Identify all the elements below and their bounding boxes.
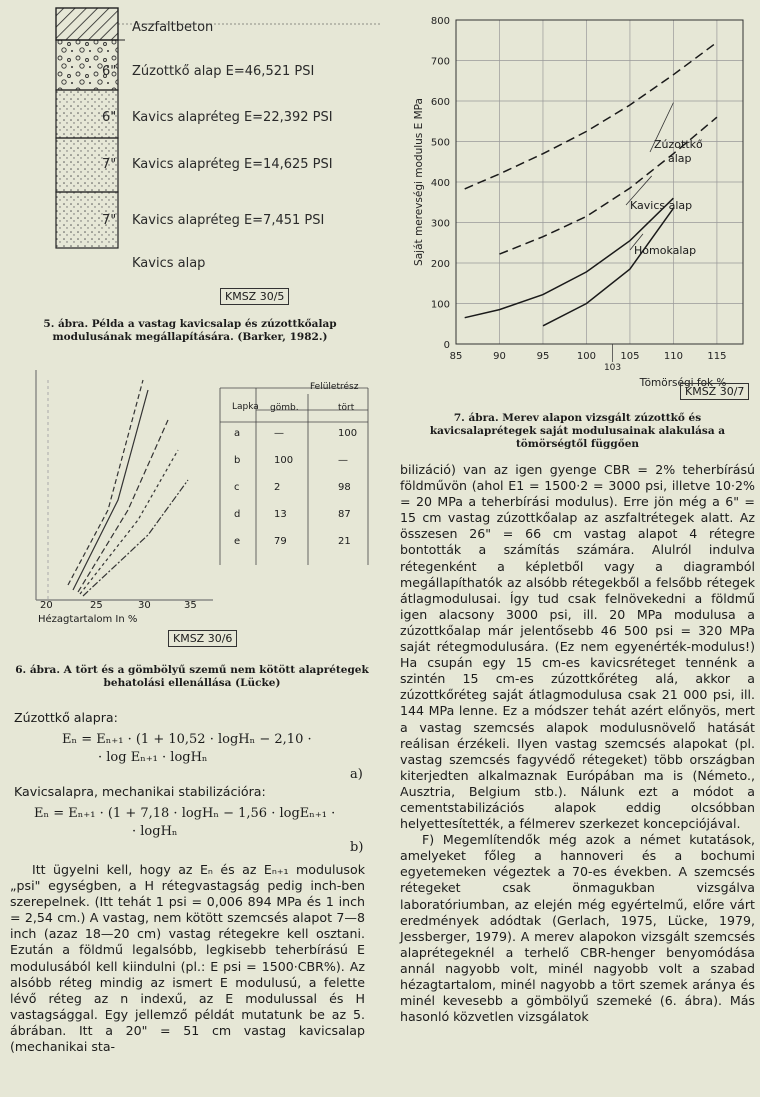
x-tick-label: 90 bbox=[493, 351, 506, 362]
layer-label-gravel-2: Kavics alapréteg E=14,625 PSI bbox=[132, 157, 333, 172]
figure-7 bbox=[398, 6, 758, 406]
layer-label-gravel-3: Kavics alapréteg E=7,451 PSI bbox=[132, 213, 325, 228]
right-paragraph-1: bilizáció) van az igen gyenge CBR = 2% teherbírású földművön (ahol E1 = 1500·2 = 3000 psi, illetve 10·2% = 20 MPa a teherbírási modulus). Erre jön még a 6" = 15 cm vastag zúzottkőalap az aszfaltrétegek alatt. Az összesen 26" = 66 cm vastag alapot 4 rétegre bontották a számítás számára. Alulról indulva rétegenként a képletből vagy a diagramból megállapíthatók az alsóbb rétegekből a felsőbb rétegek átlagmodulusai. Így tud csak felnövekedni a földmű igen alacsony 3000 psi, ill. 20 MPa modulusa a zúzottkőalap már jelentősebb 46 500 psi = 320 MPa saját rétegmodulusára. (Ez nem egyenérték-modulus!) Ha csupán egy 15 cm-es kavicsréteget tennénk a szintén 15 cm-es zúzottkőréteg alá, akkor a zúzottkőréteg saját átlagmodulusa csak 21 000 psi, ill. 144 MPa lenne. Ez a módszer tehát azért előnyös, mert a vastag szemcsés alapok modulusnövelő hatását reálisan érzékeli. Ilyen vastag szemcsés alapokat (pl. vastag szemcsés fagyvédő rétegeket) több országban kiterjedten alkalmaznak Európában ma is (Németo., Ausztria, Belgium stb.). Nálunk ezt a módot a cementstabilizációs alapok eddig olcsóbban helyettesítették, a félmerev szerkezet koncepciójával. bbox=[400, 462, 755, 832]
series-label-2: alap bbox=[668, 152, 692, 165]
fig6-table-cell: 79 bbox=[274, 536, 287, 547]
fig6-table-header-surface: Felületrész bbox=[310, 382, 359, 392]
layer-thickness-crushed: 6" bbox=[102, 64, 117, 79]
fig6-table-header-round: gömb. bbox=[270, 403, 299, 413]
y-tick-label: 100 bbox=[430, 299, 450, 311]
fig6-table-cell: — bbox=[338, 455, 348, 466]
fig6-table-cell: 13 bbox=[274, 509, 287, 520]
x-tick-label: 105 bbox=[620, 351, 640, 362]
x-tick-label: 100 bbox=[576, 351, 597, 362]
x-extra-tick-label: 103 bbox=[603, 363, 622, 373]
y-tick-label: 500 bbox=[430, 137, 450, 149]
fig6-table-cell: — bbox=[274, 428, 284, 439]
y-tick-label: 600 bbox=[430, 97, 450, 108]
figure-6 bbox=[8, 360, 376, 660]
series-label: Kavics alap bbox=[630, 199, 693, 212]
fig6-table-cell: b bbox=[234, 455, 241, 466]
fig7-caption: 7. ábra. Merev alapon vizsgált zúzottkő és kavicsalaprétegek saját modulusainak alakulása a tömörségtől függően bbox=[429, 412, 726, 450]
y-axis-label: Saját merevségi modulus E MPa bbox=[413, 98, 425, 266]
layer-thickness-gravel-1: 6" bbox=[102, 110, 117, 125]
fig7-stamp: KMSZ 30/7 bbox=[680, 383, 749, 400]
fig6-table-header-broken: tört bbox=[338, 403, 355, 413]
y-tick-label: 800 bbox=[430, 16, 450, 27]
formula-intro-b: Kavicsalapra, mechanikai stabilizációra: bbox=[14, 784, 266, 799]
y-tick-label: 700 bbox=[430, 56, 450, 68]
layer-thickness-gravel-3: 7" bbox=[102, 213, 117, 228]
fig6-stamp: KMSZ 30/6 bbox=[168, 630, 237, 647]
y-tick-label: 300 bbox=[430, 218, 450, 230]
layer-asphalt-rect bbox=[56, 8, 118, 40]
series-label: Zúzottkő bbox=[654, 138, 703, 151]
fig6-table-cell: a bbox=[234, 428, 241, 439]
series-line-2 bbox=[465, 198, 674, 318]
formula-b-tag: b) bbox=[350, 840, 364, 855]
fig6-table-cell: 98 bbox=[338, 482, 351, 493]
series-line-0 bbox=[465, 42, 717, 189]
left-column-paragraph bbox=[10, 862, 365, 1055]
right-column bbox=[400, 462, 755, 1025]
fig6-x-label: Hézagtartalom In % bbox=[38, 614, 138, 625]
fig6-table-cell: 21 bbox=[338, 536, 351, 547]
x-tick-label: 110 bbox=[663, 351, 683, 362]
formula-b-line1: Eₙ = Eₙ₊₁ · (1 + 7,18 · logHₙ − 1,56 · logEₙ₊₁ · bbox=[34, 806, 336, 821]
right-paragraph-2: F) Megemlítendők még azok a német kutatások, amelyeket főleg a hannoveri és a bochumi egyetemeken végeztek a 70-es években. A szemcsés rétegeket csak önmagukban vizsgálva laboratóriumban, az elején még egyértelmű, előre várt eredmények adódtak (Gerlach, 1975, Lücke, 1979, Jessberger, 1979). A merev alapokon vizsgált szemcsés alaprétegeknél a terhelő CBR-henger benyomódása annál nagyobb volt, minél nagyobb volt a szabad hézagtartalom, minél nagyobb a tört szemek aránya és minél kevesebb a gömbölyű szemeké (6. ábra). Más hasonló közvetlen vizsgálatok bbox=[400, 832, 755, 1025]
fig6-x-tick-2: 30 bbox=[138, 600, 151, 611]
x-tick-label: 95 bbox=[536, 351, 550, 362]
fig6-table-header-lapka: Lapka bbox=[232, 402, 259, 412]
layer-thickness-gravel-2: 7" bbox=[102, 157, 117, 172]
formula-a-line2: · log Eₙ₊₁ · logHₙ bbox=[98, 750, 208, 765]
series-label: Homokalap bbox=[634, 244, 697, 257]
fig6-table-cell: d bbox=[234, 509, 241, 520]
fig6-x-tick-1: 25 bbox=[90, 600, 103, 611]
fig6-table-cell: 2 bbox=[274, 482, 281, 493]
fig5-caption: 5. ábra. Példa a vastag kavicsalap és zúzottkőalap modulusának megállapítására. (Barker, 1982.) bbox=[43, 318, 337, 343]
fig6-table-cell: c bbox=[234, 482, 240, 493]
formula-a-tag: a) bbox=[350, 767, 363, 782]
x-tick-label: 85 bbox=[449, 351, 463, 362]
fig6-table-cell: 100 bbox=[338, 428, 358, 439]
fig6-x-tick-0: 20 bbox=[40, 600, 53, 611]
y-tick-label: 0 bbox=[443, 340, 450, 351]
fig6-table-cell: e bbox=[234, 536, 241, 547]
series-line-3 bbox=[543, 208, 673, 325]
modulus-chart bbox=[398, 6, 758, 406]
layer-label-gravel-1: Kavics alapréteg E=22,392 PSI bbox=[132, 110, 333, 125]
fig6-caption: 6. ábra. A tört és a gömbölyű szemű nem kötött alaprétegek behatolási ellenállása (Lücke) bbox=[15, 664, 369, 689]
formula-a-line1: Eₙ = Eₙ₊₁ · (1 + 10,52 · logHₙ − 2,10 · bbox=[62, 732, 312, 747]
layer-label-asphalt: Aszfaltbeton bbox=[132, 20, 214, 35]
formula-b-line2: · logHₙ bbox=[132, 824, 178, 839]
formula-intro-a: Zúzottkő alapra: bbox=[14, 710, 118, 725]
layer-label-subgrade: Kavics alap bbox=[132, 256, 206, 271]
x-axis-label: Tömörségi fok % bbox=[639, 377, 727, 389]
fig6-table-cell: 100 bbox=[274, 455, 294, 466]
x-tick-label: 115 bbox=[707, 351, 727, 362]
y-tick-label: 400 bbox=[430, 178, 450, 189]
layer-label-crushed: Zúzottkő alap E=46,521 PSI bbox=[132, 64, 315, 79]
fig5-stamp: KMSZ 30/5 bbox=[220, 288, 289, 305]
figure-5 bbox=[20, 6, 380, 306]
left-paragraph-text: Itt ügyelni kell, hogy az Eₙ és az Eₙ₊₁ modulusok „psi" egységben, a H rétegvastagság pedig inch-ben szerepelnek. (Itt tehát 1 psi = 0,006 894 MPa és 1 inch = 2,54 cm.) A vastag, nem kötött szemcsés alapot 7—8 inch (azaz 18—20 cm) vastag rétegekre kell osztani. Ezután a földmű legalsóbb, legkisebb teherbírású E modulusából kell kiindulni (pl.: E psi = 1500·CBR%). Az alsóbb réteg mindig az ismert E modulusú, a felette lévő réteg az n indexű, az E modulussal és H vastagsággal. Egy jellemző példát mutatunk be az 5. ábrában. Itt a 20" = 51 cm vastag kavicsalap (mechanikai sta- bbox=[10, 862, 365, 1055]
y-tick-label: 200 bbox=[430, 259, 450, 270]
fig6-table-cell: 87 bbox=[338, 509, 351, 520]
fig6-x-tick-3: 35 bbox=[184, 600, 197, 611]
